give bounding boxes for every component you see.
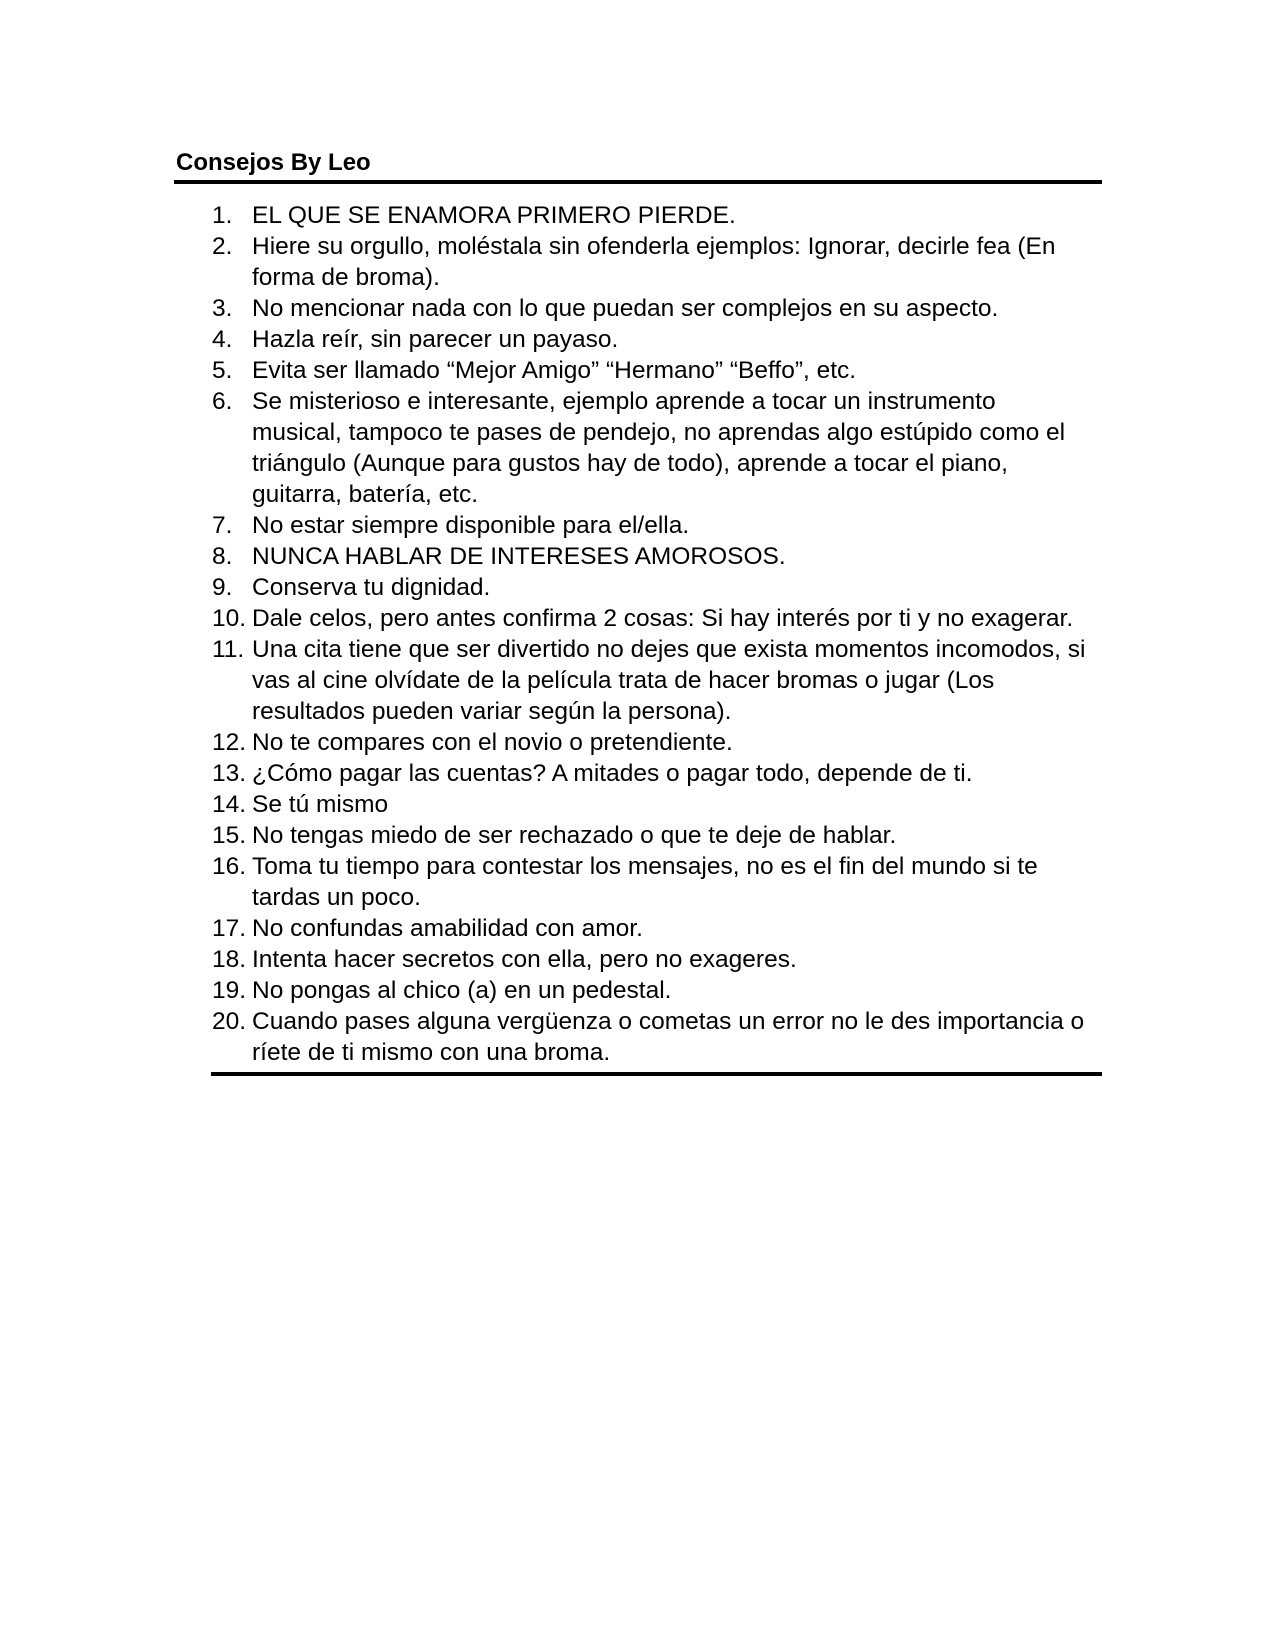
list-item xyxy=(212,603,1092,634)
list-item xyxy=(212,231,1092,293)
item-number: 9. xyxy=(212,574,233,601)
item-text: Toma tu tiempo para contestar los mensajes, no es el fin del mundo si te tardas un poco. xyxy=(252,853,1038,911)
item-number: 3. xyxy=(212,295,233,322)
item-text: NUNCA HABLAR DE INTERESES AMOROSOS. xyxy=(252,543,786,570)
list-item xyxy=(212,913,1092,944)
list-item xyxy=(212,944,1092,975)
item-number: 5. xyxy=(212,357,233,384)
list-item xyxy=(212,851,1092,913)
item-number: 7. xyxy=(212,512,233,539)
item-number: 15. xyxy=(212,822,247,849)
item-text: Hiere su orgullo, moléstala sin ofenderla ejemplos: Ignorar, decirle fea (En forma de broma). xyxy=(252,233,1056,291)
item-text: Dale celos, pero antes confirma 2 cosas: Si hay interés por ti y no exagerar. xyxy=(252,605,1074,632)
item-number: 17. xyxy=(212,915,247,942)
list-item xyxy=(212,386,1092,510)
item-text: No mencionar nada con lo que puedan ser complejos en su aspecto. xyxy=(252,295,999,322)
item-number: 2. xyxy=(212,233,233,260)
item-text: No te compares con el novio o pretendiente. xyxy=(252,729,733,756)
item-number: 18. xyxy=(212,946,247,973)
item-number: 1. xyxy=(212,202,233,229)
list-item xyxy=(212,293,1092,324)
title-underline xyxy=(174,180,1102,184)
advice-list xyxy=(212,200,1092,1068)
item-number: 11. xyxy=(212,636,245,663)
item-number: 12. xyxy=(212,729,247,756)
list-item xyxy=(212,510,1092,541)
item-text: Cuando pases alguna vergüenza o cometas un error no le des importancia o ríete de ti mismo con una broma. xyxy=(252,1008,1085,1066)
list-item xyxy=(212,541,1092,572)
document-title: Consejos By Leo xyxy=(176,149,371,176)
list-item xyxy=(212,355,1092,386)
list-item xyxy=(212,975,1092,1006)
list-item xyxy=(212,572,1092,603)
list-item xyxy=(212,324,1092,355)
item-number: 4. xyxy=(212,326,233,353)
list-item xyxy=(212,634,1092,727)
item-text: No tengas miedo de ser rechazado o que te deje de hablar. xyxy=(252,822,897,849)
item-text: Se tú mismo xyxy=(252,791,389,818)
item-text: No pongas al chico (a) en un pedestal. xyxy=(252,977,672,1004)
list-item xyxy=(212,789,1092,820)
item-text: Hazla reír, sin parecer un payaso. xyxy=(252,326,619,353)
item-text: Evita ser llamado “Mejor Amigo” “Hermano” “Beffo”, etc. xyxy=(252,357,857,384)
list-item xyxy=(212,1006,1092,1068)
item-text: No estar siempre disponible para el/ella. xyxy=(252,512,690,539)
item-text: EL QUE SE ENAMORA PRIMERO PIERDE. xyxy=(252,202,736,229)
item-number: 14. xyxy=(212,791,247,818)
list-bottom-rule xyxy=(211,1072,1102,1076)
item-text: Intenta hacer secretos con ella, pero no exageres. xyxy=(252,946,797,973)
list-item xyxy=(212,200,1092,231)
item-text: Conserva tu dignidad. xyxy=(252,574,491,601)
item-number: 13. xyxy=(212,760,247,787)
list-item xyxy=(212,820,1092,851)
item-number: 16. xyxy=(212,853,247,880)
item-number: 19. xyxy=(212,977,247,1004)
item-text: No confundas amabilidad con amor. xyxy=(252,915,643,942)
list-item xyxy=(212,727,1092,758)
item-number: 6. xyxy=(212,388,233,415)
list-item xyxy=(212,758,1092,789)
item-text: Una cita tiene que ser divertido no dejes que exista momentos incomodos, si vas al cine olvídate de la película trata de hacer bromas o jugar (Los resultados pueden variar según la persona). xyxy=(252,636,1086,725)
item-number: 20. xyxy=(212,1008,247,1035)
item-text: Se misterioso e interesante, ejemplo aprende a tocar un instrumento musical, tampoco te pases de pendejo, no aprendas algo estúpido como el triángulo (Aunque para gustos hay de todo), aprende a tocar el piano, guitarra, batería, etc. xyxy=(252,388,1066,508)
item-number: 8. xyxy=(212,543,233,570)
item-number: 10. xyxy=(212,605,247,632)
item-text: ¿Cómo pagar las cuentas? A mitades o pagar todo, depende de ti. xyxy=(252,760,973,787)
